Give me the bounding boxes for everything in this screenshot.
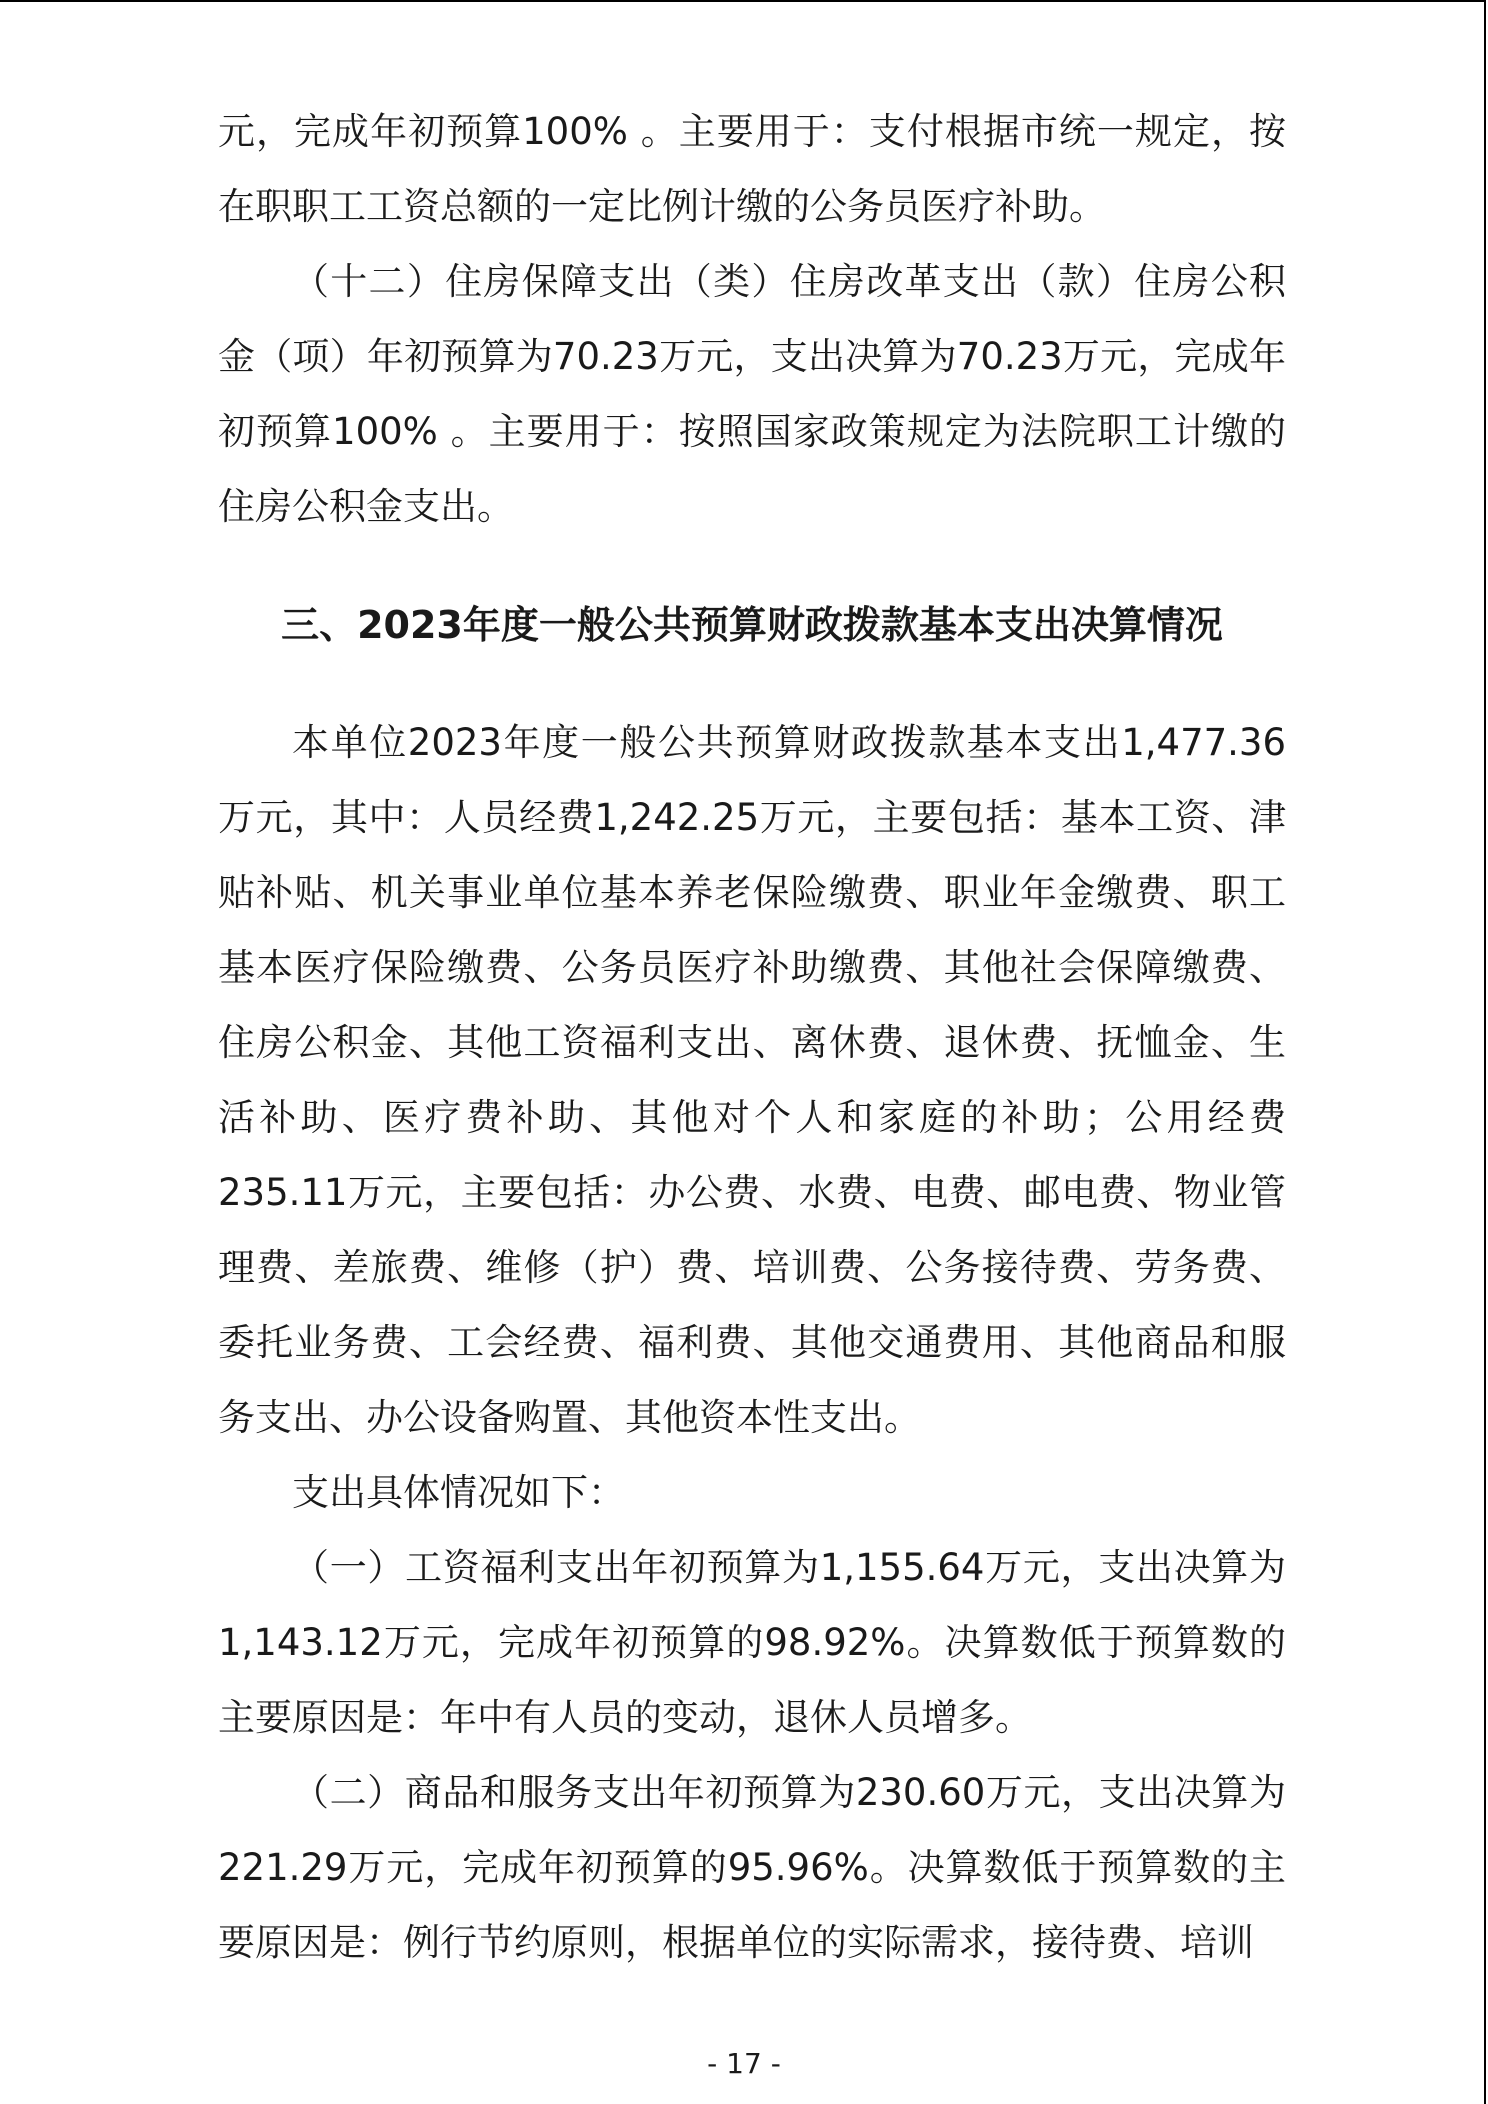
page-number: - 17 - [707,2047,781,2080]
spacer [218,663,1286,705]
section-heading: 三、2023年度一般公共预算财政拨款基本支出决算情况 [281,603,1223,647]
page-content [218,94,1286,1980]
paragraph-salary-welfare: （一）工资福利支出年初预算为1,155.64万元，支出决算为1,143.12万元，完成年初预算的98.92%。决算数低于预算数的主要原因是：年中有人员的变动，退休人员增多。 [218,1546,1286,1739]
spacer [218,544,1286,588]
paragraph-details-intro: 支出具体情况如下： [292,1471,625,1514]
paragraph-housing-fund: （十二）住房保障支出（类）住房改革支出（款）住房公积金（项）年初预算为70.23万元，支出决算为70.23万元，完成年初预算100% 。主要用于：按照国家政策规定为法院职工计缴的住房公积金支出。 [218,260,1286,528]
paragraph-basic-expenditure: 本单位2023年度一般公共预算财政拨款基本支出1,477.36万元，其中：人员经费1,242.25万元，主要包括：基本工资、津贴补贴、机关事业单位基本养老保险缴费、职业年金缴费、职工基本医疗保险缴费、公务员医疗补助缴费、其他社会保障缴费、住房公积金、其他工资福利支出、离休费、退休费、抚恤金、生活补助、医疗费补助、其他对个人和家庭的补助；公用经费235.11万元，主要包括：办公费、水费、电费、邮电费、物业管理费、差旅费、维修（护）费、培训费、公务接待费、劳务费、委托业务费、工会经费、福利费、其他交通费用、其他商品和服务支出、办公设备购置、其他资本性支出。 [218,721,1286,1439]
paragraph-goods-services: （二）商品和服务支出年初预算为230.60万元，支出决算为221.29万元，完成年初预算的95.96%。决算数低于预算数的主要原因是：例行节约原则，根据单位的实际需求，接待费、培训 [218,1771,1286,1964]
paragraph-continuation: 元，完成年初预算100% 。主要用于：支付根据市统一规定，按在职职工工资总额的一定比例计缴的公务员医疗补助。 [218,110,1286,228]
